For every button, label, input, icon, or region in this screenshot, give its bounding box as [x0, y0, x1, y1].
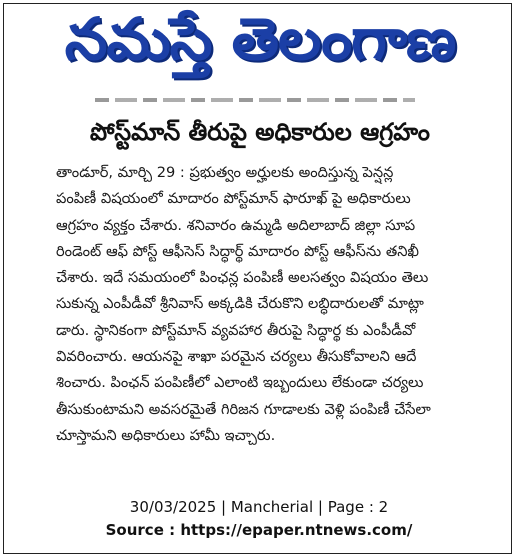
clipping-meta: 30/03/2025 | Mancherial | Page : 2 [129, 498, 389, 516]
cropped-text-line [95, 98, 415, 102]
body-line: సుకున్న ఎంపీడీవో శ్రీనివాస్ అక్కడికి చేరుకొని లబ్ధిదారులతో మాట్లా [56, 295, 424, 313]
body-line: తాండూర్, మార్చి 29 : ప్రభుత్వం అర్హులకు అందిస్తున్న పెన్షన్ల [56, 164, 394, 181]
article-body [56, 160, 468, 475]
body-line: తీసుకుంటామని అవసరమైతే గిరిజన గూడాలకు వెళ్లి పంపిణీ చేసేలా [56, 400, 431, 418]
body-line: శించారు. పింఛన్ పంపిణీలో ఎలాంటి ఇబ్బందులు లేకుండా చర్యలు [56, 374, 424, 392]
newspaper-masthead [40, 6, 480, 86]
source-link[interactable]: Source : https://epaper.ntnews.com/ [105, 521, 413, 539]
article-headline: పోస్ట్‌మాన్ తీరుపై అధికారుల ఆగ్రహం [90, 118, 430, 146]
body-line: రిండెంట్ ఆఫ్ పోస్ట్ ఆఫీసెస్ సిద్ధార్థ్ మాదారం పోస్ట్ ఆఫీస్‌ను తనిఖీ [56, 242, 419, 260]
masthead-title: నమస్తే తెలంగాణ [64, 4, 456, 73]
body-line: వివరించారు. ఆయనపై శాఖా పరమైన చర్యలు తీసుకోవాలని ఆదే [56, 348, 417, 366]
body-line: చూస్తామని అధికారులు హామీ ఇచ్చారు. [56, 426, 276, 444]
body-line: డారు. స్థానికంగా పోస్ట్‌మాన్ వ్యవహార తీరుపై సిద్ధార్థ కు ఎంపీడీవో [56, 321, 416, 339]
body-line: ఆగ్రహం వ్యక్తం చేశారు. శనివారం ఉమ్మడి అదిలాబాద్ జిల్లా సూప [56, 216, 416, 234]
body-line: చేశారు. ఇదే సమయంలో పింఛన్ల పంపిణీ అలసత్వం విషయం తెలు [56, 269, 429, 287]
body-line: పంపిణీ విషయంలో మాదారం పోస్ట్‌మాన్ ఫారూఖ్ పై అధికారులు [56, 190, 411, 208]
